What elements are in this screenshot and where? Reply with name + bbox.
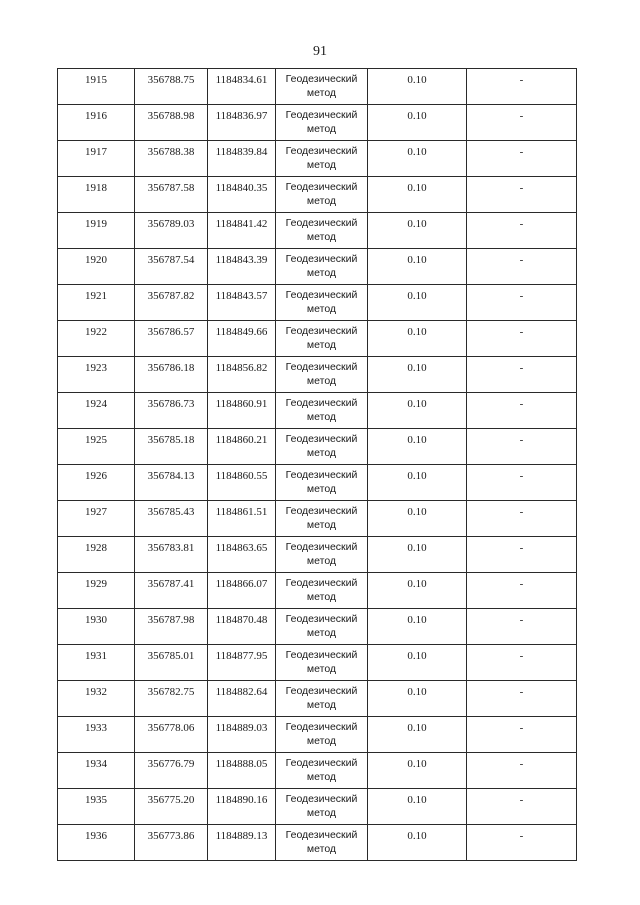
y-coordinate-cell [208, 609, 276, 645]
accuracy-cell [368, 213, 467, 249]
point-number-cell [58, 249, 135, 285]
accuracy-cell-text: 0.10 [407, 218, 427, 230]
x-coordinate-cell [135, 501, 208, 537]
accuracy-cell-text: 0.10 [407, 254, 427, 266]
point-number-cell-text: 1924 [85, 398, 107, 410]
x-coordinate-cell-text: 356787.58 [147, 182, 195, 194]
point-number-cell [58, 213, 135, 249]
accuracy-cell [368, 357, 467, 393]
accuracy-cell [368, 753, 467, 789]
point-number-cell [58, 537, 135, 573]
y-coordinate-cell [208, 789, 276, 825]
table-row [58, 105, 577, 141]
table-row [58, 393, 577, 429]
x-coordinate-cell-text: 356788.98 [147, 110, 195, 122]
x-coordinate-cell-text: 356786.18 [147, 362, 195, 374]
x-coordinate-cell [135, 609, 208, 645]
table-row [58, 573, 577, 609]
y-coordinate-cell [208, 501, 276, 537]
y-coordinate-cell [208, 321, 276, 357]
note-cell-text: - [519, 290, 524, 302]
point-number-cell [58, 789, 135, 825]
table-row [58, 429, 577, 465]
point-number-cell [58, 69, 135, 105]
method-cell-text: Геодезический метод [285, 361, 358, 387]
x-coordinate-cell [135, 429, 208, 465]
accuracy-cell [368, 105, 467, 141]
y-coordinate-cell-text: 1184841.42 [215, 218, 268, 230]
accuracy-cell [368, 645, 467, 681]
y-coordinate-cell-text: 1184860.21 [215, 434, 268, 446]
table-row [58, 825, 577, 861]
x-coordinate-cell-text: 356778.06 [147, 722, 195, 734]
table-row [58, 249, 577, 285]
y-coordinate-cell-text: 1184888.05 [215, 758, 268, 770]
method-cell-text: Геодезический метод [285, 505, 358, 531]
method-cell [276, 681, 368, 717]
coordinates-table [57, 68, 577, 861]
x-coordinate-cell-text: 356789.03 [147, 218, 195, 230]
method-cell [276, 393, 368, 429]
point-number-cell-text: 1929 [85, 578, 107, 590]
note-cell-text: - [519, 470, 524, 482]
x-coordinate-cell [135, 105, 208, 141]
coordinates-table-body [58, 69, 577, 861]
point-number-cell [58, 141, 135, 177]
y-coordinate-cell-text: 1184863.65 [215, 542, 268, 554]
method-cell-text: Геодезический метод [285, 73, 358, 99]
method-cell-text: Геодезический метод [285, 325, 358, 351]
x-coordinate-cell [135, 717, 208, 753]
method-cell-text: Геодезический метод [285, 181, 358, 207]
point-number-cell-text: 1932 [85, 686, 107, 698]
note-cell [467, 609, 577, 645]
point-number-cell [58, 465, 135, 501]
note-cell [467, 429, 577, 465]
note-cell [467, 285, 577, 321]
accuracy-cell-text: 0.10 [407, 74, 427, 86]
note-cell [467, 645, 577, 681]
y-coordinate-cell-text: 1184840.35 [215, 182, 268, 194]
point-number-cell-text: 1935 [85, 794, 107, 806]
point-number-cell-text: 1933 [85, 722, 107, 734]
accuracy-cell [368, 69, 467, 105]
table-row [58, 501, 577, 537]
accuracy-cell-text: 0.10 [407, 362, 427, 374]
y-coordinate-cell-text: 1184877.95 [215, 650, 268, 662]
method-cell [276, 69, 368, 105]
method-cell [276, 321, 368, 357]
note-cell-text: - [519, 434, 524, 446]
y-coordinate-cell-text: 1184849.66 [215, 326, 268, 338]
accuracy-cell [368, 573, 467, 609]
x-coordinate-cell [135, 141, 208, 177]
method-cell [276, 609, 368, 645]
x-coordinate-cell-text: 356787.82 [147, 290, 195, 302]
x-coordinate-cell-text: 356787.54 [147, 254, 195, 266]
point-number-cell [58, 321, 135, 357]
accuracy-cell-text: 0.10 [407, 434, 427, 446]
x-coordinate-cell [135, 249, 208, 285]
x-coordinate-cell [135, 753, 208, 789]
y-coordinate-cell [208, 429, 276, 465]
note-cell-text: - [519, 542, 524, 554]
y-coordinate-cell-text: 1184889.03 [215, 722, 268, 734]
point-number-cell [58, 285, 135, 321]
method-cell-text: Геодезический метод [285, 541, 358, 567]
y-coordinate-cell-text: 1184834.61 [215, 74, 268, 86]
x-coordinate-cell-text: 356786.57 [147, 326, 195, 338]
y-coordinate-cell [208, 825, 276, 861]
accuracy-cell-text: 0.10 [407, 578, 427, 590]
y-coordinate-cell [208, 393, 276, 429]
point-number-cell-text: 1920 [85, 254, 107, 266]
method-cell [276, 105, 368, 141]
note-cell-text: - [519, 254, 524, 266]
table-row [58, 465, 577, 501]
accuracy-cell-text: 0.10 [407, 794, 427, 806]
y-coordinate-cell [208, 285, 276, 321]
note-cell [467, 681, 577, 717]
note-cell-text: - [519, 110, 524, 122]
note-cell [467, 249, 577, 285]
accuracy-cell [368, 537, 467, 573]
note-cell-text: - [519, 326, 524, 338]
method-cell [276, 537, 368, 573]
point-number-cell-text: 1922 [85, 326, 107, 338]
table-row [58, 753, 577, 789]
point-number-cell-text: 1928 [85, 542, 107, 554]
point-number-cell [58, 393, 135, 429]
note-cell-text: - [519, 146, 524, 158]
table-row [58, 141, 577, 177]
point-number-cell [58, 177, 135, 213]
note-cell [467, 141, 577, 177]
accuracy-cell [368, 429, 467, 465]
accuracy-cell [368, 681, 467, 717]
accuracy-cell-text: 0.10 [407, 614, 427, 626]
x-coordinate-cell-text: 356775.20 [147, 794, 195, 806]
method-cell-text: Геодезический метод [285, 217, 358, 243]
note-cell-text: - [519, 794, 524, 806]
accuracy-cell-text: 0.10 [407, 758, 427, 770]
y-coordinate-cell-text: 1184860.91 [215, 398, 268, 410]
note-cell [467, 357, 577, 393]
point-number-cell-text: 1936 [85, 830, 107, 842]
point-number-cell [58, 753, 135, 789]
y-coordinate-cell [208, 249, 276, 285]
method-cell-text: Геодезический метод [285, 685, 358, 711]
x-coordinate-cell [135, 681, 208, 717]
x-coordinate-cell-text: 356773.86 [147, 830, 195, 842]
method-cell [276, 753, 368, 789]
y-coordinate-cell-text: 1184882.64 [215, 686, 268, 698]
method-cell [276, 717, 368, 753]
x-coordinate-cell-text: 356783.81 [147, 542, 195, 554]
note-cell-text: - [519, 830, 524, 842]
note-cell [467, 465, 577, 501]
accuracy-cell-text: 0.10 [407, 722, 427, 734]
method-cell [276, 213, 368, 249]
accuracy-cell-text: 0.10 [407, 290, 427, 302]
note-cell-text: - [519, 74, 524, 86]
method-cell-text: Геодезический метод [285, 433, 358, 459]
method-cell-text: Геодезический метод [285, 721, 358, 747]
method-cell [276, 825, 368, 861]
y-coordinate-cell [208, 357, 276, 393]
method-cell [276, 573, 368, 609]
note-cell [467, 321, 577, 357]
accuracy-cell [368, 501, 467, 537]
point-number-cell-text: 1927 [85, 506, 107, 518]
x-coordinate-cell-text: 356787.98 [147, 614, 195, 626]
x-coordinate-cell [135, 825, 208, 861]
table-row [58, 645, 577, 681]
method-cell [276, 357, 368, 393]
point-number-cell [58, 681, 135, 717]
y-coordinate-cell-text: 1184870.48 [215, 614, 268, 626]
note-cell-text: - [519, 218, 524, 230]
y-coordinate-cell [208, 465, 276, 501]
note-cell-text: - [519, 182, 524, 194]
method-cell [276, 285, 368, 321]
table-row [58, 213, 577, 249]
point-number-cell-text: 1931 [85, 650, 107, 662]
x-coordinate-cell [135, 645, 208, 681]
method-cell-text: Геодезический метод [285, 289, 358, 315]
x-coordinate-cell-text: 356787.41 [147, 578, 195, 590]
y-coordinate-cell [208, 573, 276, 609]
note-cell-text: - [519, 722, 524, 734]
table-row [58, 537, 577, 573]
accuracy-cell [368, 825, 467, 861]
note-cell [467, 393, 577, 429]
x-coordinate-cell [135, 537, 208, 573]
y-coordinate-cell-text: 1184866.07 [215, 578, 268, 590]
table-row [58, 609, 577, 645]
accuracy-cell [368, 465, 467, 501]
point-number-cell [58, 609, 135, 645]
point-number-cell-text: 1925 [85, 434, 107, 446]
note-cell [467, 537, 577, 573]
note-cell [467, 717, 577, 753]
note-cell-text: - [519, 398, 524, 410]
table-row [58, 285, 577, 321]
note-cell [467, 753, 577, 789]
accuracy-cell-text: 0.10 [407, 470, 427, 482]
point-number-cell-text: 1919 [85, 218, 107, 230]
y-coordinate-cell [208, 105, 276, 141]
accuracy-cell-text: 0.10 [407, 830, 427, 842]
note-cell-text: - [519, 506, 524, 518]
table-row [58, 177, 577, 213]
point-number-cell [58, 573, 135, 609]
table-row [58, 69, 577, 105]
y-coordinate-cell [208, 537, 276, 573]
point-number-cell-text: 1923 [85, 362, 107, 374]
method-cell-text: Геодезический метод [285, 109, 358, 135]
y-coordinate-cell [208, 177, 276, 213]
accuracy-cell [368, 609, 467, 645]
note-cell-text: - [519, 614, 524, 626]
note-cell [467, 501, 577, 537]
accuracy-cell [368, 393, 467, 429]
note-cell-text: - [519, 650, 524, 662]
method-cell-text: Геодезический метод [285, 253, 358, 279]
note-cell-text: - [519, 758, 524, 770]
accuracy-cell-text: 0.10 [407, 182, 427, 194]
accuracy-cell [368, 717, 467, 753]
accuracy-cell-text: 0.10 [407, 650, 427, 662]
y-coordinate-cell [208, 213, 276, 249]
table-row [58, 717, 577, 753]
x-coordinate-cell-text: 356782.75 [147, 686, 195, 698]
point-number-cell-text: 1926 [85, 470, 107, 482]
method-cell-text: Геодезический метод [285, 145, 358, 171]
x-coordinate-cell-text: 356785.43 [147, 506, 195, 518]
y-coordinate-cell-text: 1184856.82 [215, 362, 268, 374]
x-coordinate-cell-text: 356786.73 [147, 398, 195, 410]
accuracy-cell [368, 141, 467, 177]
accuracy-cell-text: 0.10 [407, 506, 427, 518]
method-cell-text: Геодезический метод [285, 757, 358, 783]
method-cell [276, 501, 368, 537]
x-coordinate-cell [135, 69, 208, 105]
method-cell-text: Геодезический метод [285, 469, 358, 495]
x-coordinate-cell-text: 356776.79 [147, 758, 195, 770]
method-cell [276, 177, 368, 213]
method-cell [276, 429, 368, 465]
note-cell [467, 213, 577, 249]
x-coordinate-cell [135, 393, 208, 429]
y-coordinate-cell-text: 1184889.13 [215, 830, 268, 842]
y-coordinate-cell [208, 141, 276, 177]
x-coordinate-cell [135, 573, 208, 609]
method-cell [276, 789, 368, 825]
method-cell-text: Геодезический метод [285, 649, 358, 675]
method-cell [276, 465, 368, 501]
method-cell-text: Геодезический метод [285, 793, 358, 819]
x-coordinate-cell [135, 465, 208, 501]
x-coordinate-cell-text: 356788.75 [147, 74, 195, 86]
note-cell [467, 825, 577, 861]
y-coordinate-cell-text: 1184839.84 [215, 146, 268, 158]
point-number-cell [58, 357, 135, 393]
accuracy-cell [368, 249, 467, 285]
note-cell [467, 177, 577, 213]
point-number-cell-text: 1917 [85, 146, 107, 158]
note-cell [467, 573, 577, 609]
y-coordinate-cell [208, 717, 276, 753]
table-row [58, 681, 577, 717]
point-number-cell [58, 645, 135, 681]
y-coordinate-cell-text: 1184860.55 [215, 470, 268, 482]
y-coordinate-cell-text: 1184836.97 [215, 110, 268, 122]
note-cell [467, 789, 577, 825]
accuracy-cell [368, 285, 467, 321]
y-coordinate-cell [208, 681, 276, 717]
method-cell [276, 645, 368, 681]
method-cell-text: Геодезический метод [285, 577, 358, 603]
note-cell [467, 105, 577, 141]
x-coordinate-cell-text: 356788.38 [147, 146, 195, 158]
table-row [58, 321, 577, 357]
point-number-cell-text: 1916 [85, 110, 107, 122]
method-cell-text: Геодезический метод [285, 397, 358, 423]
method-cell-text: Геодезический метод [285, 829, 358, 855]
y-coordinate-cell [208, 753, 276, 789]
accuracy-cell-text: 0.10 [407, 686, 427, 698]
method-cell [276, 249, 368, 285]
x-coordinate-cell-text: 356785.18 [147, 434, 195, 446]
accuracy-cell-text: 0.10 [407, 326, 427, 338]
x-coordinate-cell [135, 177, 208, 213]
y-coordinate-cell-text: 1184843.57 [215, 290, 268, 302]
point-number-cell [58, 717, 135, 753]
accuracy-cell [368, 789, 467, 825]
method-cell [276, 141, 368, 177]
note-cell-text: - [519, 686, 524, 698]
note-cell [467, 69, 577, 105]
x-coordinate-cell [135, 357, 208, 393]
y-coordinate-cell [208, 645, 276, 681]
note-cell-text: - [519, 362, 524, 374]
x-coordinate-cell [135, 213, 208, 249]
note-cell-text: - [519, 578, 524, 590]
x-coordinate-cell-text: 356784.13 [147, 470, 195, 482]
point-number-cell-text: 1918 [85, 182, 107, 194]
x-coordinate-cell [135, 285, 208, 321]
x-coordinate-cell [135, 789, 208, 825]
table-row [58, 789, 577, 825]
table-row [58, 357, 577, 393]
y-coordinate-cell-text: 1184890.16 [215, 794, 268, 806]
point-number-cell-text: 1930 [85, 614, 107, 626]
y-coordinate-cell-text: 1184861.51 [215, 506, 268, 518]
point-number-cell [58, 105, 135, 141]
accuracy-cell [368, 321, 467, 357]
accuracy-cell [368, 177, 467, 213]
point-number-cell [58, 825, 135, 861]
point-number-cell-text: 1921 [85, 290, 107, 302]
y-coordinate-cell [208, 69, 276, 105]
y-coordinate-cell-text: 1184843.39 [215, 254, 268, 266]
accuracy-cell-text: 0.10 [407, 398, 427, 410]
x-coordinate-cell-text: 356785.01 [147, 650, 195, 662]
point-number-cell-text: 1915 [85, 74, 107, 86]
point-number-cell-text: 1934 [85, 758, 107, 770]
accuracy-cell-text: 0.10 [407, 542, 427, 554]
method-cell-text: Геодезический метод [285, 613, 358, 639]
accuracy-cell-text: 0.10 [407, 110, 427, 122]
point-number-cell [58, 429, 135, 465]
accuracy-cell-text: 0.10 [407, 146, 427, 158]
point-number-cell [58, 501, 135, 537]
page-number: 91 [313, 44, 327, 59]
x-coordinate-cell [135, 321, 208, 357]
